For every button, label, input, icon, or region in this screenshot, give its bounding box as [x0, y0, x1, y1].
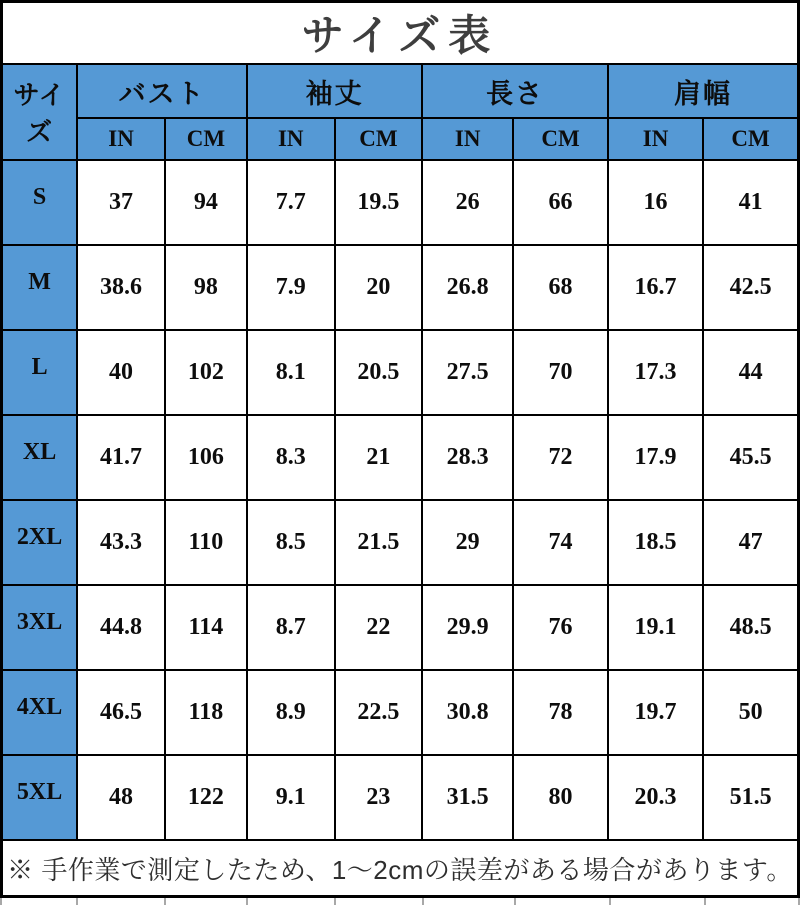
measurement-cell: 47 — [703, 500, 798, 585]
measurement-cell: 68 — [513, 245, 608, 330]
measurement-cell: 21 — [335, 415, 423, 500]
row-size-label: 4XL — [2, 670, 78, 755]
measurement-cell: 110 — [165, 500, 247, 585]
row-size-label: 5XL — [2, 755, 78, 840]
measurement-cell: 29.9 — [422, 585, 513, 670]
measurement-cell: 37 — [77, 160, 165, 245]
measurement-cell: 31.5 — [422, 755, 513, 840]
grid-tick — [164, 898, 166, 905]
row-size-label: 2XL — [2, 500, 78, 585]
measurement-cell: 7.7 — [247, 160, 335, 245]
measurement-cell: 30.8 — [422, 670, 513, 755]
measurement-cell: 29 — [422, 500, 513, 585]
table-row — [2, 755, 799, 840]
measurement-cell: 94 — [165, 160, 247, 245]
measurement-cell: 16 — [608, 160, 703, 245]
measurement-cell: 8.1 — [247, 330, 335, 415]
title-row — [2, 2, 799, 65]
measurement-cell: 28.3 — [422, 415, 513, 500]
size-column-header: サイズ — [2, 64, 78, 160]
measurement-cell: 48 — [77, 755, 165, 840]
table-row — [2, 245, 799, 330]
table-row — [2, 670, 799, 755]
measurement-cell: 23 — [335, 755, 423, 840]
measurement-cell: 122 — [165, 755, 247, 840]
unit-header-cm: CM — [703, 118, 798, 160]
measurement-cell: 20 — [335, 245, 423, 330]
group-header-length: 長さ — [422, 64, 608, 118]
measurement-cell: 106 — [165, 415, 247, 500]
measurement-cell: 44 — [703, 330, 798, 415]
unit-header-cm: CM — [335, 118, 423, 160]
measurement-cell: 102 — [165, 330, 247, 415]
row-size-label: S — [2, 160, 78, 245]
row-size-label: M — [2, 245, 78, 330]
measurement-cell: 22 — [335, 585, 423, 670]
measurement-cell: 18.5 — [608, 500, 703, 585]
measurement-cell: 8.3 — [247, 415, 335, 500]
measurement-cell: 17.9 — [608, 415, 703, 500]
unit-header-in: IN — [422, 118, 513, 160]
measurement-cell: 72 — [513, 415, 608, 500]
grid-tick — [798, 898, 800, 905]
measurement-cell: 8.5 — [247, 500, 335, 585]
measurement-cell: 98 — [165, 245, 247, 330]
group-header-sleeve: 袖丈 — [247, 64, 422, 118]
measurement-cell: 40 — [77, 330, 165, 415]
grid-tick — [704, 898, 706, 905]
grid-tick — [514, 898, 516, 905]
row-size-label: L — [2, 330, 78, 415]
unit-header-in: IN — [77, 118, 165, 160]
unit-header-cm: CM — [165, 118, 247, 160]
measurement-cell: 74 — [513, 500, 608, 585]
unit-header-cm: CM — [513, 118, 608, 160]
row-size-label: XL — [2, 415, 78, 500]
measurement-cell: 51.5 — [703, 755, 798, 840]
measurement-cell: 118 — [165, 670, 247, 755]
measurement-cell: 8.7 — [247, 585, 335, 670]
unit-header-in: IN — [247, 118, 335, 160]
measurement-cell: 21.5 — [335, 500, 423, 585]
table-row — [2, 330, 799, 415]
measurement-cell: 19.5 — [335, 160, 423, 245]
measurement-cell: 50 — [703, 670, 798, 755]
table-row — [2, 160, 799, 245]
measurement-cell: 17.3 — [608, 330, 703, 415]
page-title: サイズ表 — [2, 2, 799, 65]
measurement-cell: 16.7 — [608, 245, 703, 330]
measurement-cell: 27.5 — [422, 330, 513, 415]
measurement-cell: 20.5 — [335, 330, 423, 415]
table-row — [2, 585, 799, 670]
measurement-cell: 66 — [513, 160, 608, 245]
group-header-bust: バスト — [77, 64, 247, 118]
measurement-cell: 45.5 — [703, 415, 798, 500]
group-header-row — [2, 64, 799, 118]
table-row — [2, 415, 799, 500]
row-size-label: 3XL — [2, 585, 78, 670]
measurement-cell: 19.7 — [608, 670, 703, 755]
measurement-cell: 46.5 — [77, 670, 165, 755]
grid-tick — [609, 898, 611, 905]
measurement-cell: 19.1 — [608, 585, 703, 670]
measurement-cell: 7.9 — [247, 245, 335, 330]
measurement-cell: 26.8 — [422, 245, 513, 330]
grid-tick — [0, 898, 2, 905]
measurement-cell: 8.9 — [247, 670, 335, 755]
measurement-cell: 41 — [703, 160, 798, 245]
size-table-body — [2, 160, 799, 840]
table-row — [2, 500, 799, 585]
grid-tick — [76, 898, 78, 905]
measurement-cell: 42.5 — [703, 245, 798, 330]
measurement-cell: 76 — [513, 585, 608, 670]
measurement-cell: 80 — [513, 755, 608, 840]
measurement-cell: 43.3 — [77, 500, 165, 585]
measurement-cell: 44.8 — [77, 585, 165, 670]
grid-tick — [246, 898, 248, 905]
measurement-cell: 9.1 — [247, 755, 335, 840]
measurement-cell: 41.7 — [77, 415, 165, 500]
measurement-cell: 78 — [513, 670, 608, 755]
note-row — [2, 840, 799, 897]
measurement-note: ※ 手作業で測定したため、1〜2cmの誤差がある場合があります。 — [2, 840, 799, 897]
unit-header-row — [2, 118, 799, 160]
cropped-grid-strip — [0, 898, 800, 908]
measurement-cell: 48.5 — [703, 585, 798, 670]
measurement-cell: 26 — [422, 160, 513, 245]
measurement-cell: 114 — [165, 585, 247, 670]
group-header-shoulder: 肩幅 — [608, 64, 799, 118]
measurement-cell: 38.6 — [77, 245, 165, 330]
grid-tick — [422, 898, 424, 905]
measurement-cell: 22.5 — [335, 670, 423, 755]
unit-header-in: IN — [608, 118, 703, 160]
grid-tick — [334, 898, 336, 905]
measurement-cell: 20.3 — [608, 755, 703, 840]
measurement-cell: 70 — [513, 330, 608, 415]
